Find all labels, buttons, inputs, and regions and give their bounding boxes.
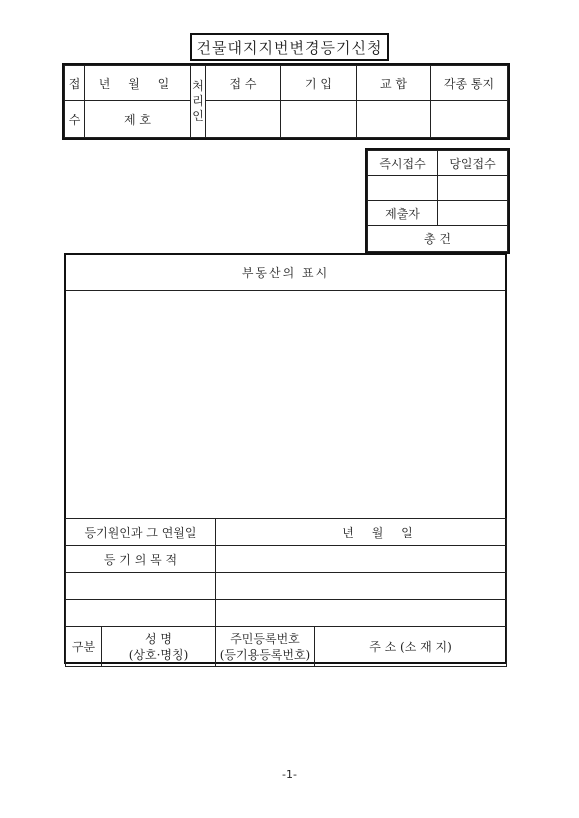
registration-table <box>65 518 507 667</box>
receipt-date-label: 년 월 일 <box>85 66 191 101</box>
receipt-entry-cell[interactable] <box>281 101 357 138</box>
party-id-line1: 주민등록번호 <box>230 631 300 646</box>
party-address-header: 주 소 (소 재 지) <box>315 627 507 667</box>
cause-date[interactable]: 년 월 일 <box>216 519 507 546</box>
receipt-table <box>64 65 508 138</box>
purpose-label: 등 기 의 목 적 <box>66 546 216 573</box>
party-id-line2: (등기용등록번호) <box>219 647 311 662</box>
party-name-line1: 성 명 <box>145 631 172 646</box>
extra-label-1[interactable] <box>66 573 216 600</box>
receipt-number-label: 제 호 <box>85 101 191 138</box>
receipt-receipt-cell[interactable] <box>206 101 281 138</box>
receipt-col-check: 교 합 <box>357 66 431 101</box>
receipt-col-notice: 각종 통지 <box>431 66 508 101</box>
party-name-line2: (상호·명칭) <box>128 647 189 662</box>
receipt-jeop-label: 접 <box>65 66 85 101</box>
receipt-handler-label: 처 리 인 <box>191 66 206 138</box>
receipt-notice-cell[interactable] <box>431 101 508 138</box>
page-number: -1- <box>282 768 297 781</box>
submitter-cell[interactable] <box>438 201 508 226</box>
party-category-header: 구분 <box>66 627 102 667</box>
form-title: 건물대지지번변경등기신청 <box>190 33 389 61</box>
property-description-area[interactable] <box>66 290 505 518</box>
submitter-label: 제출자 <box>368 201 438 226</box>
party-name-header <box>102 627 216 667</box>
same-day-receipt-label: 당일접수 <box>438 151 508 176</box>
property-section-header: 부동산의 표시 <box>66 255 505 291</box>
receipt-col-entry: 기 입 <box>281 66 357 101</box>
receipt-col-receipt: 접 수 <box>206 66 281 101</box>
side-receipt-box <box>367 150 508 252</box>
extra-cell-2[interactable] <box>216 600 507 627</box>
main-form-box <box>64 253 507 664</box>
receipt-check-cell[interactable] <box>357 101 431 138</box>
receipt-su-label: 수 <box>65 101 85 138</box>
party-id-header <box>216 627 315 667</box>
purpose-cell[interactable] <box>216 546 507 573</box>
same-day-receipt-cell[interactable] <box>438 176 508 201</box>
instant-receipt-cell[interactable] <box>368 176 438 201</box>
total-count: 총 건 <box>368 226 508 252</box>
extra-label-2[interactable] <box>66 600 216 627</box>
extra-cell-1[interactable] <box>216 573 507 600</box>
instant-receipt-label: 즉시접수 <box>368 151 438 176</box>
cause-label: 등기원인과 그 연월일 <box>66 519 216 546</box>
